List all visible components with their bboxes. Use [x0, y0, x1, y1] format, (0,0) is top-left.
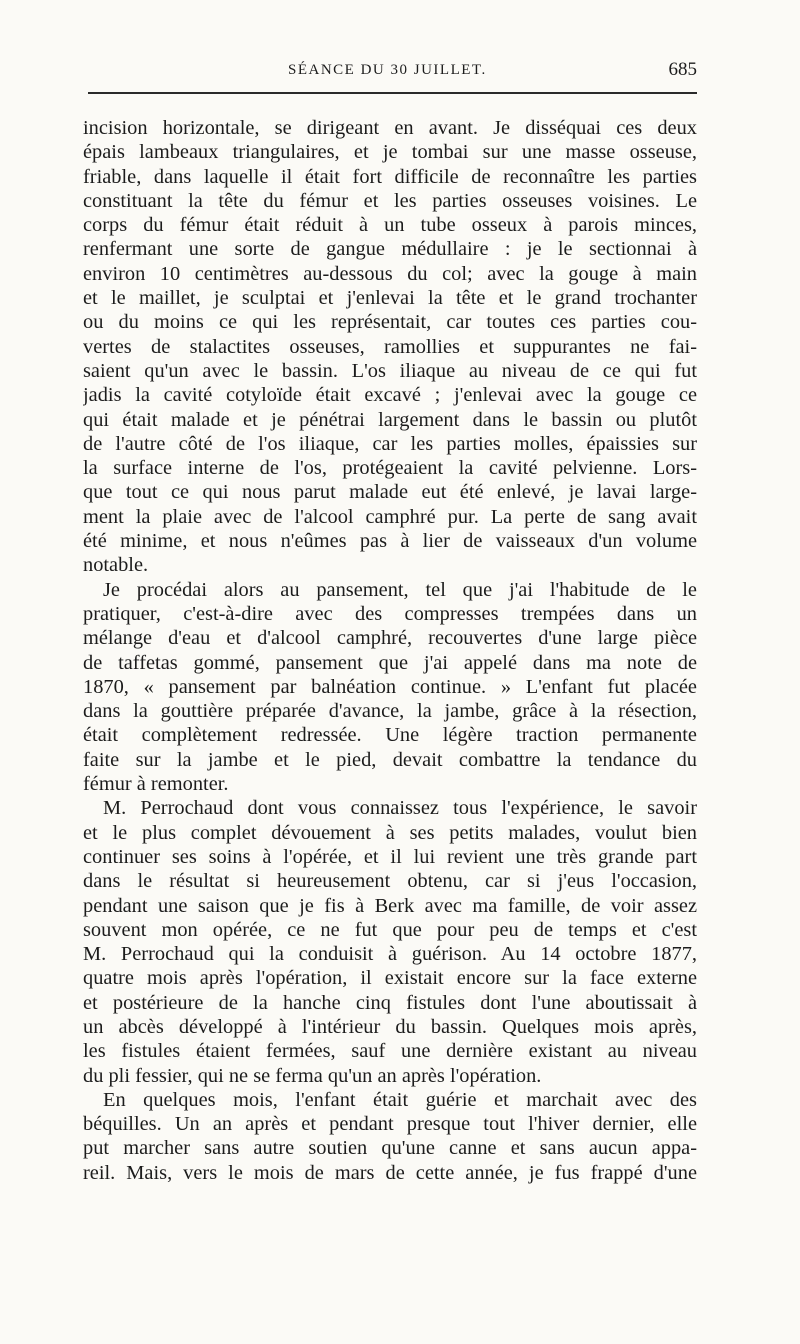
text-line: les fistules étaient fermées, sauf une dernière existant au niveau: [83, 1040, 697, 1063]
header-rule: [88, 92, 697, 94]
text-line: quatre mois après l'opération, il existait encore sur la face externe: [83, 967, 697, 990]
text-line: incision horizontale, se dirigeant en avant. Je disséquai ces deux: [83, 117, 697, 139]
text-line: pendant une saison que je fis à Berk avec ma famille, de voir assez: [83, 894, 697, 917]
paragraph: [83, 578, 697, 797]
text-line: environ 10 centimètres au-dessous du col; avec la gouge à main: [83, 262, 697, 285]
paragraph: [83, 796, 697, 1088]
text-line: de l'autre côté de l'os iliaque, car les parties molles, épaissies sur: [83, 432, 697, 455]
text-line: friable, dans laquelle il était fort difficile de reconnaître les parties: [83, 165, 697, 188]
text-line: et postérieure de la hanche cinq fistules dont l'une aboutissait à: [83, 991, 697, 1014]
text-line: corps du fémur était réduit à un tube osseux à parois minces,: [83, 214, 697, 237]
text-line: qui était malade et je pénétrai largement dans le bassin ou plutôt: [83, 408, 697, 431]
text-line: saient qu'un avec le bassin. L'os iliaque au niveau de ce qui fut: [83, 359, 697, 382]
text-line: faite sur la jambe et le pied, devait combattre la tendance du: [83, 748, 697, 771]
text-line: Je procédai alors au pansement, tel que j'ai l'habitude de le: [103, 578, 697, 601]
running-title: SÉANCE DU 30 JUILLET.: [288, 62, 487, 78]
text-line: reil. Mais, vers le mois de mars de cette année, je fus frappé d'une: [83, 1161, 697, 1184]
text-line: été minime, et nous n'eûmes pas à lier de vaisseaux d'un volume: [83, 530, 697, 553]
text-line: épais lambeaux triangulaires, et je tombai sur une masse osseuse,: [83, 141, 697, 164]
paragraph: [83, 1088, 697, 1185]
text-line: que tout ce qui nous parut malade eut été enlevé, je lavai large-: [83, 481, 697, 504]
text-line: pratiquer, c'est-à-dire avec des compresses trempées dans un: [83, 602, 697, 625]
text-line: ment la plaie avec de l'alcool camphré pur. La perte de sang avait: [83, 505, 697, 528]
text-line: M. Perrochaud qui la conduisit à guérison. Au 14 octobre 1877,: [83, 943, 697, 966]
page-number: 685: [668, 59, 697, 80]
text-line: ou du moins ce qui les représentait, car toutes ces parties cou-: [83, 311, 697, 334]
text-line: et le maillet, je sculptai et j'enlevai la tête et le grand trochanter: [83, 287, 697, 310]
text-line: 1870, « pansement par balnéation continue. » L'enfant fut placée: [83, 675, 697, 698]
text-line: jadis la cavité cotyloïde était excavé ; j'enlevai avec la gouge ce: [83, 384, 697, 407]
text-line: souvent mon opérée, ce ne fut que pour peu de temps et c'est: [83, 918, 697, 941]
text-line: mélange d'eau et d'alcool camphré, recouvertes d'une large pièce: [83, 627, 697, 650]
text-line: notable.: [83, 554, 149, 577]
text-line: dans le résultat si heureusement obtenu, car si j'eus l'occasion,: [83, 870, 697, 893]
body-text: [83, 116, 697, 1185]
text-line: de taffetas gommé, pansement que j'ai appelé dans ma note de: [83, 651, 697, 674]
text-line: béquilles. Un an après et pendant presque tout l'hiver dernier, elle: [83, 1113, 697, 1136]
text-line: En quelques mois, l'enfant était guérie et marchait avec des: [103, 1088, 697, 1111]
text-line: continuer ses soins à l'opérée, et il lui revient une très grande part: [83, 845, 697, 868]
text-line: M. Perrochaud dont vous connaissez tous l'expérience, le savoir: [103, 797, 697, 820]
text-line: put marcher sans autre soutien qu'une canne et sans aucun appa-: [83, 1137, 697, 1160]
text-line: était complètement redressée. Une légère traction permanente: [83, 724, 697, 747]
text-line: constituant la tête du fémur et les parties osseuses voisines. Le: [83, 189, 697, 212]
text-line: vertes de stalactites osseuses, ramollies et suppurantes ne fai-: [83, 335, 697, 358]
text-line: et le plus complet dévouement à ses petits malades, voulut bien: [83, 821, 697, 844]
paragraph: [83, 116, 697, 578]
text-line: un abcès développé à l'intérieur du bassin. Quelques mois après,: [83, 1015, 697, 1038]
text-line: du pli fessier, qui ne se ferma qu'un an après l'opération.: [83, 1064, 542, 1087]
running-head: [88, 59, 697, 86]
text-line: fémur à remonter.: [83, 773, 229, 796]
text-line: la surface interne de l'os, protégeaient la cavité pelvienne. Lors-: [83, 457, 697, 480]
text-line: renfermant une sorte de gangue médullaire : je le sectionnai à: [83, 238, 697, 261]
text-line: dans la gouttière préparée d'avance, la jambe, grâce à la résection,: [83, 700, 697, 723]
